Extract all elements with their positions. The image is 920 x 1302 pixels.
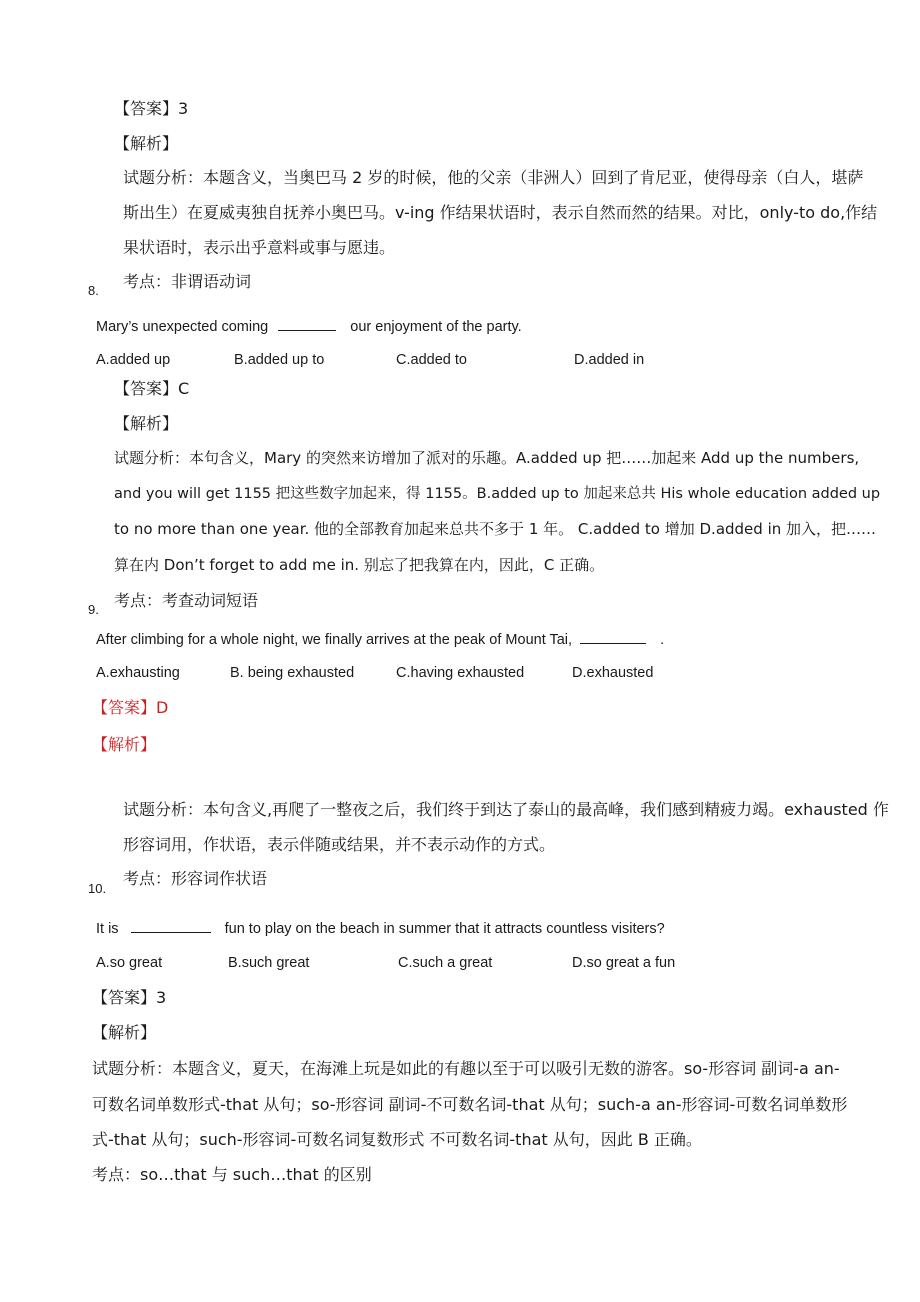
stem-text: .: [660, 632, 665, 648]
option-c: C.having exhausted: [396, 665, 525, 681]
stem-text: It is: [96, 921, 119, 937]
q8-stem: [96, 316, 522, 335]
q9-analysis-line: 形容词用，作状语，表示伴随或结果，并不表示动作的方式。: [123, 835, 556, 854]
q7-analysis-label: 【解析】: [114, 134, 179, 153]
option-b: B.added up to: [234, 352, 325, 368]
answer-blank: [580, 629, 646, 644]
q10-analysis-line: 式-that 从句；such-形容词-可数名词复数形式 不可数名词-that 从句，因此 B 正确。: [92, 1130, 702, 1149]
question-number: 10.: [88, 881, 107, 896]
q8-analysis-label: 【解析】: [114, 414, 179, 433]
q10-answer-line: [92, 990, 166, 1006]
option-c: C.added to: [396, 352, 467, 368]
q8-analysis-line: 试题分析：本句含义，Mary 的突然来访增加了派对的乐趣。A.added up 把……加起来 Add up the numbers,: [114, 449, 860, 467]
answer-blank: [278, 316, 336, 331]
option-b: B.such great: [228, 955, 310, 971]
option-a: A.added up: [96, 352, 171, 368]
q7-analysis-line: 斯出生）在夏威夷独自抚养小奥巴马。v-ing 作结果状语时，表示自然而然的结果。对比，only-to do,作结: [123, 203, 878, 222]
q7-answer-line: [114, 101, 188, 117]
q7-analysis-line: 试题分析：本题含义，当奥巴马 2 岁的时候，他的父亲（非洲人）回到了肯尼亚，使得母亲（白人，堪萨: [123, 168, 864, 187]
q10-analysis-label: 【解析】: [92, 1023, 157, 1042]
stem-text: After climbing for a whole night, we finally arrives at the peak of Mount Tai,: [96, 632, 573, 648]
q7-analysis-line: 果状语时，表示出乎意料或事与愿违。: [123, 238, 396, 257]
answer-value: C: [178, 379, 190, 398]
stem-text: Mary’s unexpected coming: [96, 319, 269, 335]
q8-answer-line: [114, 381, 189, 397]
answer-label: 【答案】: [92, 698, 157, 717]
question-number: 8.: [88, 283, 99, 298]
answer-value: 3: [156, 988, 167, 1007]
answer-label: 【答案】: [114, 379, 179, 398]
option-d: D.added in: [574, 352, 645, 368]
answer-value: D: [156, 698, 169, 717]
q9-analysis-line: 试题分析：本句含义,再爬了一整夜之后，我们终于到达了泰山的最高峰，我们感到精疲力竭。exhausted 作: [123, 800, 889, 819]
option-a: A.so great: [96, 955, 163, 971]
answer-label: 【答案】: [114, 99, 179, 118]
q9-analysis-label: 【解析】: [92, 735, 157, 754]
option-d: D.so great a fun: [572, 955, 676, 971]
q10-analysis-line: 可数名词单数形式-that 从句；so-形容词 副词-不可数名词-that 从句；such-a an-形容词-可数名词单数形: [92, 1095, 848, 1114]
q10-stem: [96, 918, 665, 937]
option-a: A.exhausting: [96, 665, 180, 681]
option-b: B. being exhausted: [230, 665, 355, 681]
q10-kaodian: 考点：so…that 与 such…that 的区别: [92, 1165, 372, 1184]
q7-kaodian: 考点：非谓语动词: [123, 272, 252, 291]
question-number: 9.: [88, 602, 99, 617]
q9-stem: [96, 629, 664, 648]
answer-label: 【答案】: [92, 988, 157, 1007]
q10-analysis-line: 试题分析：本题含义，夏天，在海滩上玩是如此的有趣以至于可以吸引无数的游客。so-形容词 副词-a an-: [92, 1059, 840, 1078]
answer-blank: [131, 918, 211, 933]
stem-text: fun to play on the beach in summer that it attracts countless visiters?: [224, 921, 665, 937]
stem-text: our enjoyment of the party.: [350, 319, 522, 335]
answer-value: 3: [178, 99, 189, 118]
q9-kaodian: 考点：形容词作状语: [123, 869, 268, 888]
q8-kaodian: 考点：考查动词短语: [114, 591, 259, 610]
q8-analysis-line: to no more than one year. 他的全部教育加起来总共不多于 1 年。 C.added to 增加 D.added in 加入，把……: [114, 520, 877, 538]
q8-analysis-line: 算在内 Don’t forget to add me in. 别忘了把我算在内，因此，C 正确。: [114, 556, 605, 574]
option-c: C.such a great: [398, 955, 493, 971]
q9-answer-line: [92, 700, 168, 716]
option-d: D.exhausted: [572, 665, 654, 681]
q8-analysis-line: and you will get 1155 把这些数字加起来，得 1155。B.added up to 加起来总共 His whole education added up: [114, 486, 881, 502]
